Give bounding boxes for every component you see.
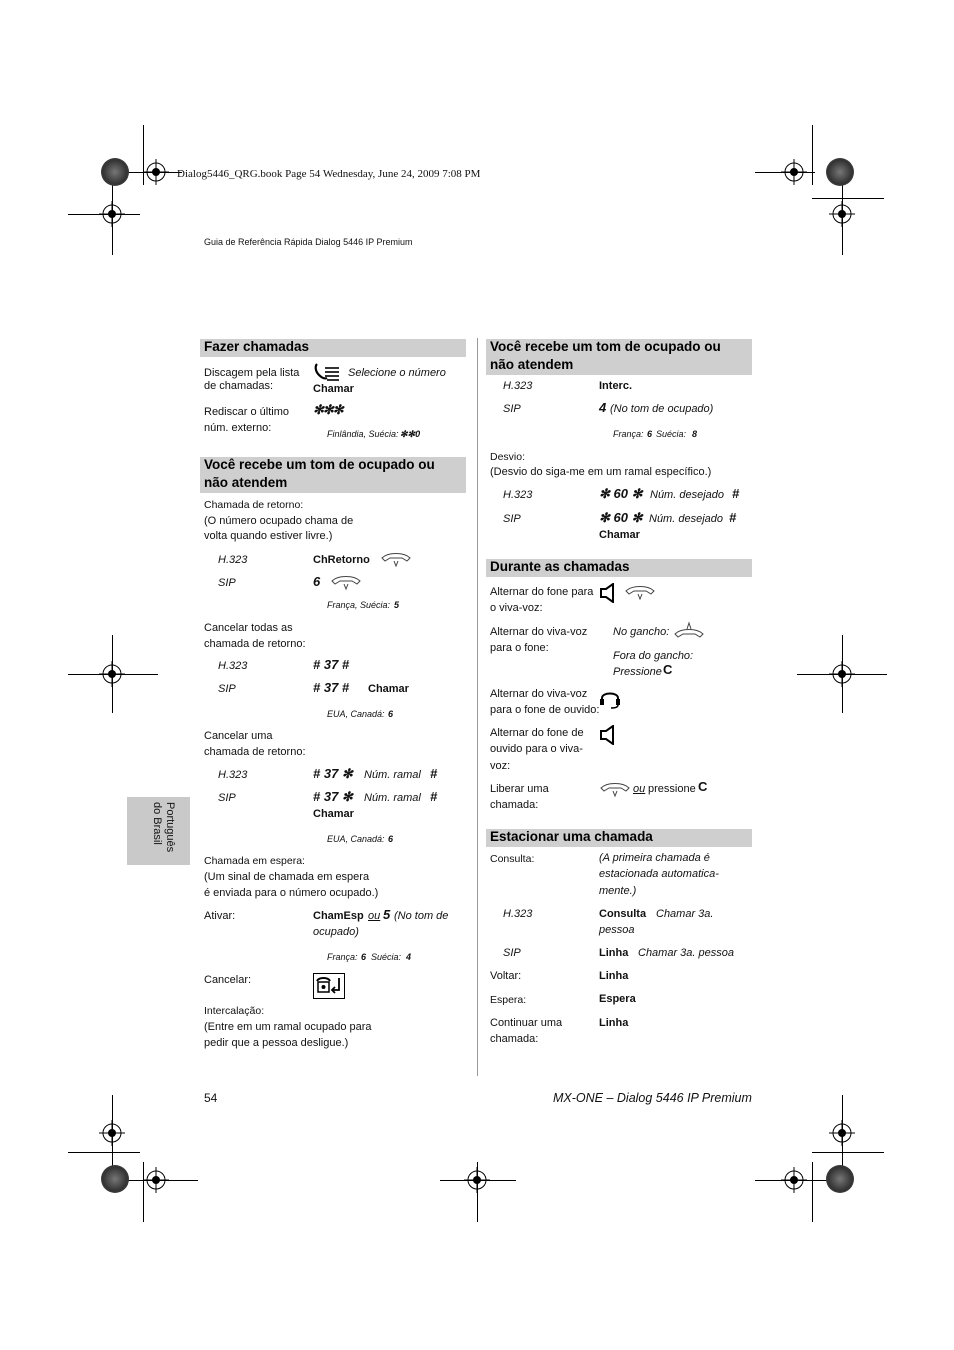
dial-list-label: Discagem pela lista <box>204 367 300 379</box>
footer-product: MX-ONE – Dialog 5446 IP Premium <box>553 1091 752 1105</box>
intrude-sip-digit[interactable]: 4 <box>599 400 607 415</box>
desvio-desc: (Desvio do siga-me em um ramal específico.) <box>490 466 712 478</box>
row2-label: Alternar do viva-voz <box>490 626 588 638</box>
row1-label: Alternar do fone para <box>490 586 594 598</box>
espera-key[interactable]: Espera <box>599 993 636 1005</box>
note-france-sweden: França, Suécia: <box>327 600 391 610</box>
h323-label: H.323 <box>503 489 533 501</box>
sip-label: SIP <box>503 947 521 959</box>
consulta-label: Consulta: <box>490 853 535 865</box>
cancel-label: Cancelar: <box>204 974 252 986</box>
cancel-all-label: Cancelar todas as <box>204 622 293 634</box>
cancel-all-label-2: chamada de retorno: <box>204 638 306 650</box>
handset-up-icon <box>673 621 705 639</box>
handset-icon[interactable] <box>599 782 631 798</box>
code-60[interactable]: ✻ 60 ✻ <box>599 510 643 525</box>
note-france-val: 6 <box>647 429 653 439</box>
h323-label: H.323 <box>503 380 533 392</box>
section-busy-left-line2: não atendem <box>204 475 288 490</box>
section-fazer-chamadas: Fazer chamadas <box>200 339 466 357</box>
language-tab <box>127 797 190 865</box>
callback-desc: (O número ocupado chama de <box>204 515 354 527</box>
handset-icon <box>330 575 362 591</box>
code-37[interactable]: # 37 # <box>313 680 350 695</box>
call-list-icon <box>313 362 341 382</box>
section-durante: Durante as chamadas <box>486 559 752 577</box>
registration-target-icon <box>781 1167 807 1193</box>
section-busy-right <box>486 339 752 375</box>
language-tab-line1: Português <box>164 802 176 853</box>
registration-target-icon <box>829 201 855 227</box>
press-label: Pressione <box>613 666 662 678</box>
row3-label-2: para o fone de ouvido: <box>490 704 600 716</box>
redial-note-keys: ✻✻0 <box>400 429 421 439</box>
linha-key[interactable]: Linha <box>599 970 629 982</box>
wait-digit[interactable]: 5 <box>383 907 391 922</box>
row5-label: Liberar uma <box>490 783 549 795</box>
chretorno-key[interactable]: ChRetorno <box>313 554 370 566</box>
row5-label-2: chamada: <box>490 799 539 811</box>
redial-keys[interactable]: ✻✻✻ <box>313 402 343 417</box>
registration-target-icon <box>143 159 169 185</box>
code-60[interactable]: ✻ 60 ✻ <box>599 486 643 501</box>
activate-label: Ativar: <box>204 910 236 922</box>
hash-key[interactable]: # <box>729 510 737 525</box>
note-usa-canada-val: 6 <box>388 834 394 844</box>
chamar-key[interactable]: Chamar <box>368 683 409 695</box>
intercalation-heading: Intercalação: <box>204 1005 265 1017</box>
chamar-key[interactable]: Chamar <box>313 383 354 395</box>
sip-label: SIP <box>503 403 521 415</box>
note-sweden-val: 4 <box>406 952 412 962</box>
row4-label: Alternar do fone de <box>490 727 584 739</box>
linha-key[interactable]: Linha <box>599 947 629 959</box>
chamesp-key[interactable]: ChamEsp <box>313 910 364 922</box>
call-third-hint-2: pessoa <box>599 924 635 936</box>
code-37[interactable]: # 37 # <box>313 657 350 672</box>
row2-label-2: para o fone: <box>490 642 549 654</box>
or-word: ou <box>633 783 646 795</box>
sip-label: SIP <box>218 792 236 804</box>
registration-disk-icon <box>826 158 854 186</box>
registration-target-icon <box>99 1120 125 1146</box>
espera-label: Espera: <box>490 994 527 1006</box>
section-busy-left <box>200 457 466 493</box>
column-divider <box>477 338 478 1076</box>
section-busy-left-line1: Você recebe um tom de ocupado ou <box>204 457 435 472</box>
callback-sip-digit[interactable]: 6 <box>313 574 321 589</box>
consulta-note-2: estacionada automatica- <box>599 868 719 880</box>
h323-label: H.323 <box>503 908 533 920</box>
h323-label: H.323 <box>218 554 248 566</box>
intrude-sip-hint: (No tom de ocupado) <box>610 403 714 415</box>
hash-key[interactable]: # <box>732 486 740 501</box>
intercalation-desc: (Entre em um ramal ocupado para <box>204 1021 372 1033</box>
note-france: França: <box>327 952 358 962</box>
num-desejado: Núm. desejado <box>649 513 723 525</box>
consulta-key[interactable]: Consulta <box>599 908 647 920</box>
note-usa-canada-val: 6 <box>388 709 394 719</box>
call-third-hint: Chamar 3a. <box>656 908 714 920</box>
h323-label: H.323 <box>218 660 248 672</box>
handset-icon <box>624 585 656 601</box>
consulta-note: (A primeira chamada é <box>599 852 710 864</box>
cancel-one-label: Cancelar uma <box>204 730 273 742</box>
note-sweden-val: 8 <box>692 429 698 439</box>
note-france-val: 6 <box>361 952 367 962</box>
linha-key[interactable]: Linha <box>599 1017 629 1029</box>
sip-label: SIP <box>218 683 236 695</box>
c-key[interactable]: C <box>698 779 708 794</box>
language-tab-line2: do Brasil <box>151 802 163 845</box>
speaker-icon[interactable] <box>599 583 619 603</box>
call-third-full: Chamar 3a. pessoa <box>638 947 734 959</box>
continuar-label-2: chamada: <box>490 1033 539 1045</box>
registration-disk-icon <box>101 1165 129 1193</box>
hash-key[interactable]: # <box>430 789 438 804</box>
speaker-icon[interactable] <box>599 725 619 745</box>
sip-label: SIP <box>218 577 236 589</box>
waiting-desc: (Um sinal de chamada em espera <box>204 871 370 883</box>
num-desejado: Núm. desejado <box>650 489 724 501</box>
num-ramal: Núm. ramal <box>364 792 421 804</box>
cancel-one-label-2: chamada de retorno: <box>204 746 306 758</box>
wait-hint: (No tom de <box>394 910 449 922</box>
registration-target-icon <box>143 1167 169 1193</box>
dial-list-hint: Selecione o número <box>348 367 446 379</box>
registration-target-icon <box>99 201 125 227</box>
note-sweden: Suécia: <box>656 429 687 439</box>
on-hook-label: No gancho: <box>613 626 670 638</box>
h323-label: H.323 <box>218 769 248 781</box>
registration-disk-icon <box>826 1165 854 1193</box>
hash-key[interactable]: # <box>430 766 438 781</box>
headset-icon[interactable] <box>599 689 621 709</box>
num-ramal: Núm. ramal <box>364 769 421 781</box>
press-word: pressione <box>648 783 696 795</box>
registration-target-icon <box>829 1120 855 1146</box>
row4-label-2: ouvido para o viva- <box>490 743 583 755</box>
desvio-heading: Desvio: <box>490 451 526 463</box>
voltar-label: Voltar: <box>490 970 522 982</box>
sip-label: SIP <box>503 513 521 525</box>
phone-callback-icon[interactable] <box>313 973 345 999</box>
section-busy-right-line1: Você recebe um tom de ocupado ou <box>490 339 721 354</box>
chamar-key[interactable]: Chamar <box>313 808 354 820</box>
running-title: Guia de Referência Rápida Dialog 5446 IP Premium <box>204 237 413 247</box>
dial-list-label-2: de chamadas: <box>204 380 274 392</box>
row4-label-3: voz: <box>490 760 511 772</box>
registration-target-icon <box>829 661 855 687</box>
waiting-desc-2: é enviada para o número ocupado.) <box>204 887 379 899</box>
redial-label: Rediscar o último <box>204 406 289 418</box>
c-key[interactable]: C <box>663 662 673 677</box>
redial-note-countries: Finlândia, Suécia: <box>327 429 399 439</box>
row1-label-2: o viva-voz: <box>490 602 543 614</box>
registration-disk-icon <box>101 158 129 186</box>
wait-hint-2: ocupado) <box>313 926 359 938</box>
row3-label: Alternar do viva-voz <box>490 688 588 700</box>
chamar-key[interactable]: Chamar <box>599 529 640 541</box>
interc-key[interactable]: Interc. <box>599 380 633 392</box>
callback-heading: Chamada de retorno: <box>204 499 304 511</box>
registration-target-icon <box>781 159 807 185</box>
section-busy-right-line2: não atendem <box>490 357 574 372</box>
off-hook-label: Fora do gancho: <box>613 650 694 662</box>
handset-icon <box>380 552 412 568</box>
section-estacionar: Estacionar uma chamada <box>486 829 752 847</box>
print-line: Dialog5446_QRG.book Page 54 Wednesday, June 24, 2009 7:08 PM <box>177 168 481 180</box>
note-france-sweden-val: 5 <box>394 600 400 610</box>
redial-label-2: núm. externo: <box>204 422 272 434</box>
page-number: 54 <box>204 1091 218 1105</box>
or-word: ou <box>368 910 381 922</box>
code-37-star[interactable]: # 37 ✻ <box>313 766 353 781</box>
waiting-heading: Chamada em espera: <box>204 855 305 867</box>
note-usa-canada: EUA, Canadá: <box>327 834 385 844</box>
callback-desc-2: volta quando estiver livre.) <box>204 530 333 542</box>
note-sweden: Suécia: <box>371 952 402 962</box>
note-france: França: <box>613 429 644 439</box>
registration-target-icon <box>99 661 125 687</box>
consulta-note-3: mente.) <box>599 885 637 897</box>
continuar-label: Continuar uma <box>490 1017 563 1029</box>
registration-target-icon <box>464 1167 490 1193</box>
note-usa-canada: EUA, Canadá: <box>327 709 385 719</box>
intercalation-desc-2: pedir que a pessoa desligue.) <box>204 1037 349 1049</box>
code-37-star[interactable]: # 37 ✻ <box>313 789 353 804</box>
